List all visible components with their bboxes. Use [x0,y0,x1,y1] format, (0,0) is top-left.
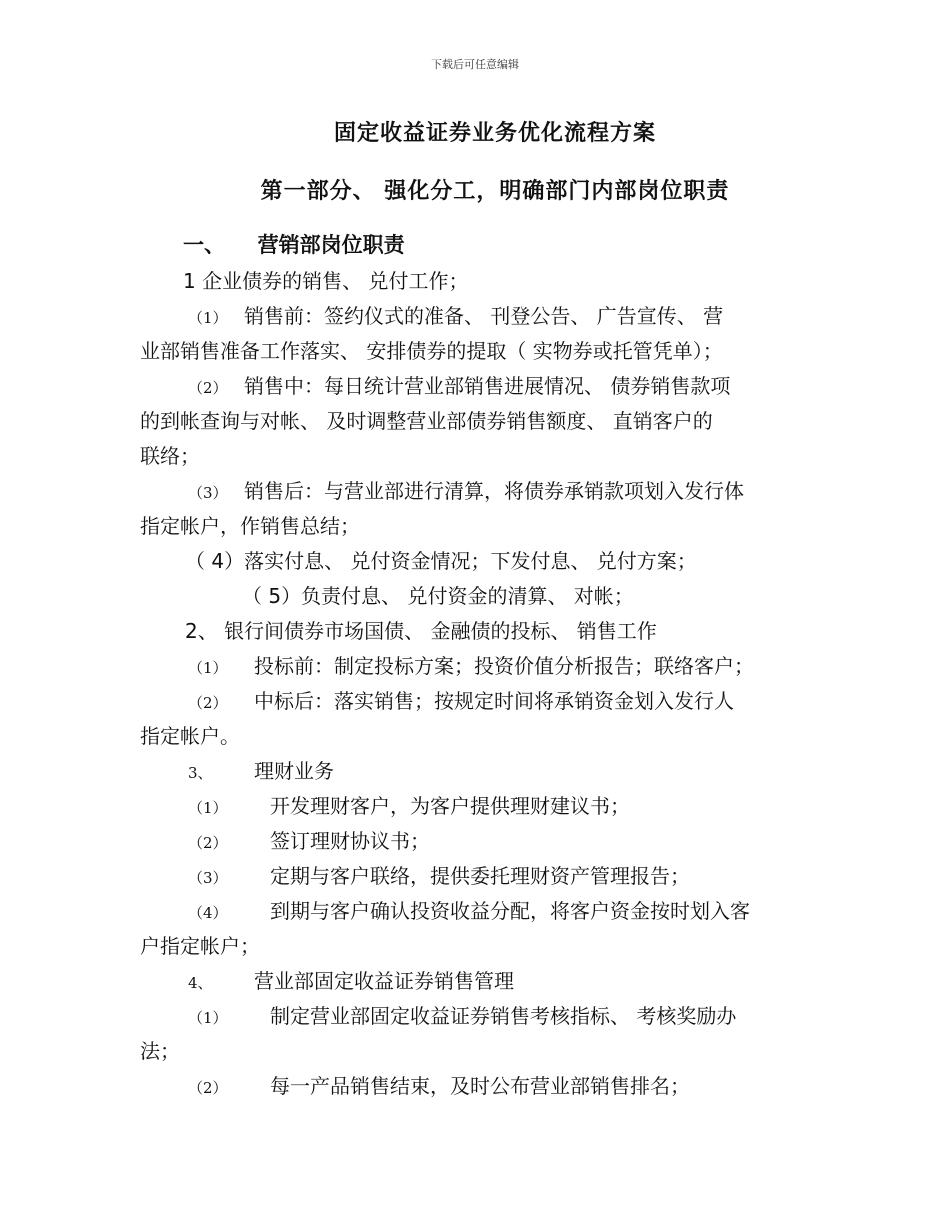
part-title: 第一部分、 强化分工，明确部门内部岗位职责 [260,179,730,204]
list-item [188,474,888,510]
line-text: 户指定帐户； [140,934,260,958]
line-text: 到期与客户确认投资收益分配，将客户资金按时划入客 [270,899,750,923]
line-text: 销售中：每日统计营业部销售进展情况、 债券销售款项 [244,374,731,398]
list-item [188,824,888,860]
list-item [188,964,888,1000]
list-item [188,684,888,720]
list-item [188,299,888,335]
line-text: （ 5）负责付息、 兑付资金的清算、 对帐； [242,584,634,608]
line-text: 业部销售准备工作落实、 安排债券的提取（ 实物券或托管凭单）； [140,339,723,363]
list-item [188,999,888,1035]
section-heading [183,228,883,262]
paragraph-line [183,264,883,298]
line-text: 指定帐户。 [140,724,240,748]
paragraph-line [185,614,885,648]
line-text: 中标后：落实销售；按规定时间将承销资金划入发行人 [254,689,734,713]
section-number: 一、 [183,233,225,257]
line-text: 的到帐查询与对帐、 及时调整营业部债券销售额度、 直销客户的 [140,409,713,433]
line-text: 销售后：与营业部进行清算，将债券承销款项划入发行体 [244,479,744,503]
line-text: 理财业务 [254,759,334,783]
line-text: 销售前：签约仪式的准备、 刊登公告、 广告宣传、 营 [244,304,724,328]
line-text: （ 4）落实付息、 兑付资金情况；下发付息、 兑付方案； [185,549,697,573]
item-number: （1） [188,799,228,817]
list-item [188,859,888,895]
paragraph-line [140,1034,840,1068]
line-text: 指定帐户，作销售总结； [140,514,360,538]
item-number: （2） [188,834,228,852]
list-item [188,369,888,405]
line-text: 定期与客户联络，提供委托理财资产管理报告； [270,864,690,888]
line-text: 每一产品销售结束，及时公布营业部销售排名； [270,1074,690,1098]
line-text: 营业部固定收益证券销售管理 [254,969,514,993]
item-number: （1） [188,309,228,327]
list-item [185,544,885,578]
item-number: （4） [188,904,228,922]
item-number: （2） [188,1079,228,1097]
paragraph-line [140,509,840,543]
item-number: （2） [188,379,228,397]
line-text: 签订理财协议书； [270,829,430,853]
line-text: 1 企业债券的销售、 兑付工作； [183,269,469,293]
item-number: 3、 [188,764,213,782]
line-text: 开发理财客户，为客户提供理财建议书； [270,794,630,818]
list-item [242,579,942,613]
item-number: （1） [188,1009,228,1027]
document-title: 固定收益证券业务优化流程方案 [333,121,656,146]
paragraph-line [140,719,840,753]
item-number: （2） [188,694,228,712]
list-item [188,1069,888,1105]
item-number: 4、 [188,974,213,992]
line-text: 法； [140,1039,180,1063]
paragraph-line [140,404,840,438]
item-number: （1） [188,659,228,677]
paragraph-line [140,334,840,368]
list-item [188,754,888,790]
line-text: 2、 银行间债券市场国债、 金融债的投标、 销售工作 [185,619,657,643]
line-text: 制定营业部固定收益证券销售考核指标、 考核奖励办 [270,1004,737,1028]
list-item [188,894,888,930]
list-item [188,789,888,825]
paragraph-line [140,439,840,473]
header-note: 下载后可任意编辑 [431,58,519,71]
section-title: 营销部岗位职责 [257,233,405,257]
paragraph-line [140,929,840,963]
line-text: 投标前：制定投标方案；投资价值分析报告；联络客户； [254,654,754,678]
list-item [188,649,888,685]
item-number: （3） [188,869,228,887]
line-text: 联络； [140,444,200,468]
item-number: （3） [188,484,228,502]
